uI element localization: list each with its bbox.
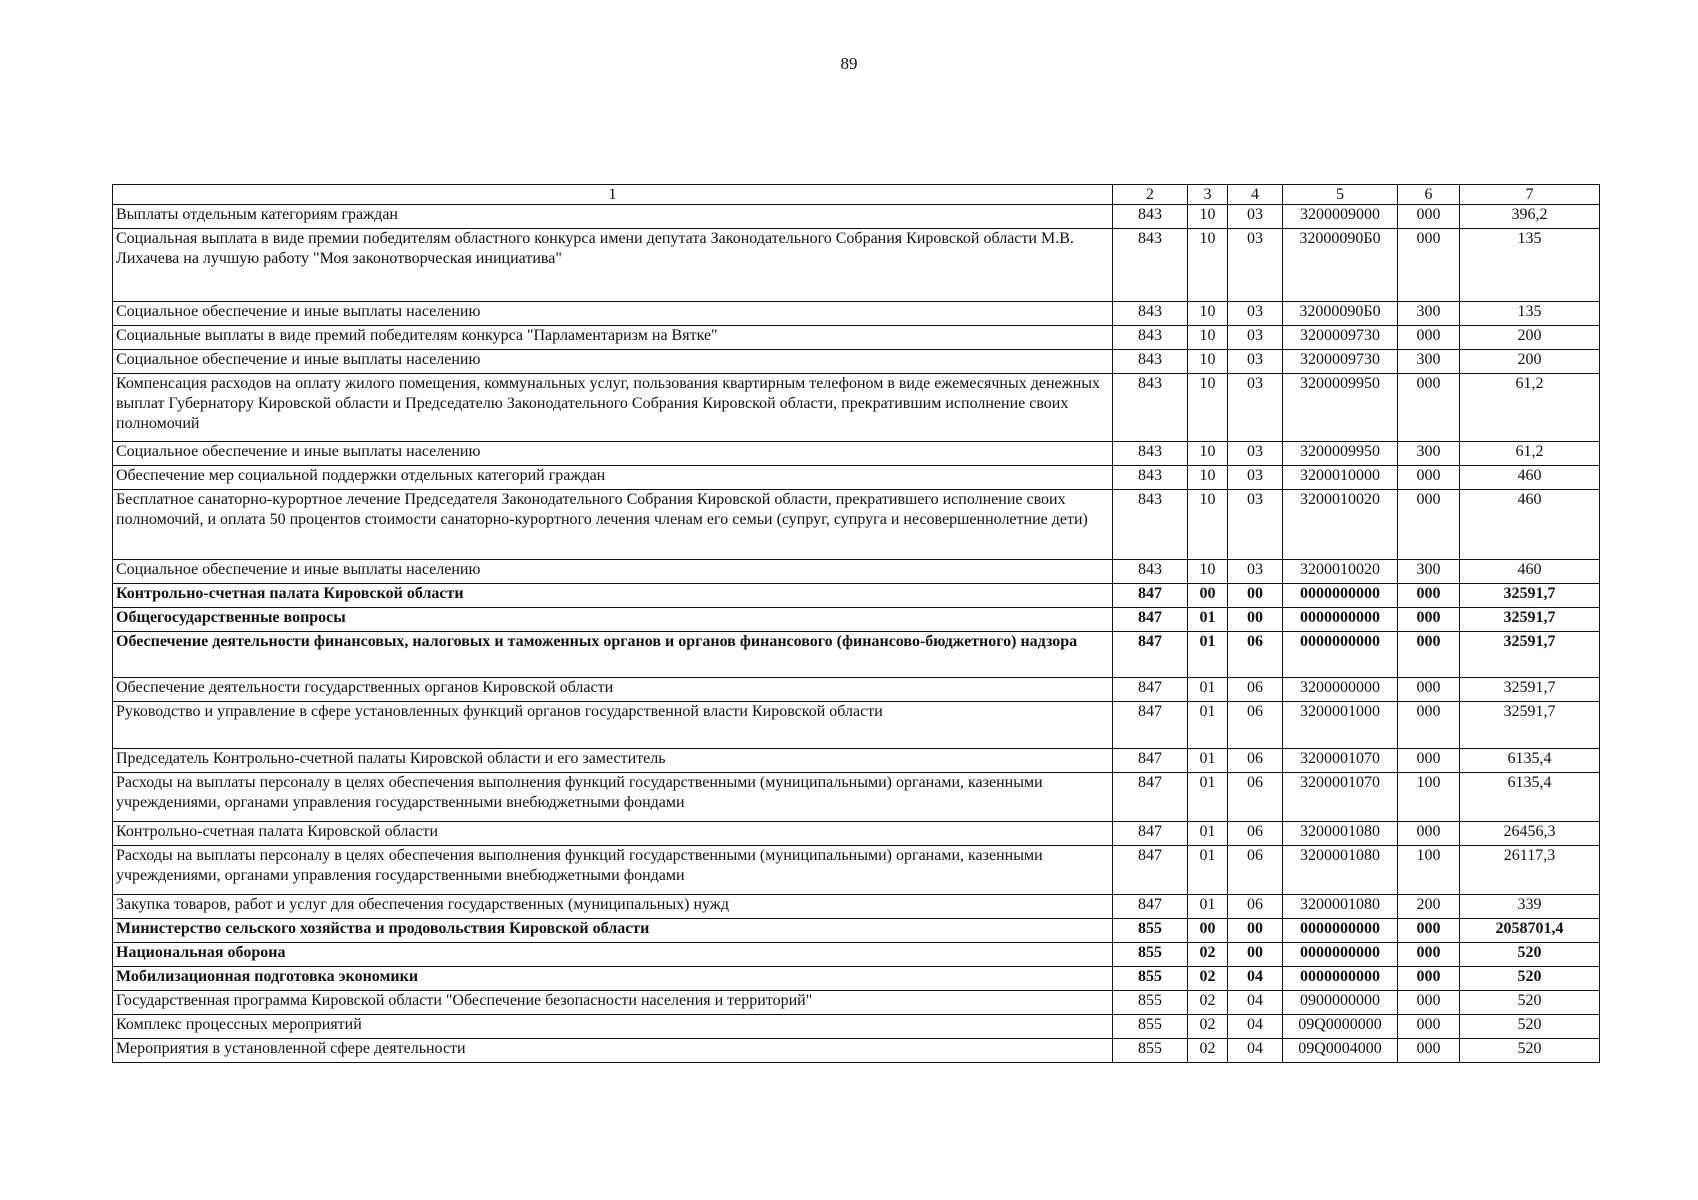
table-header-row xyxy=(113,185,1600,205)
row-section-code: 10 xyxy=(1188,442,1228,466)
row-target-article-code: 0900000000 xyxy=(1283,991,1398,1015)
row-description: Руководство и управление в сфере установленных функций органов государственной власти Кировской области xyxy=(113,702,1113,749)
row-admin-code: 843 xyxy=(1113,350,1188,374)
row-expense-type-code: 300 xyxy=(1398,350,1460,374)
row-section-code: 10 xyxy=(1188,302,1228,326)
table-row xyxy=(113,632,1600,678)
row-expense-type-code: 200 xyxy=(1398,895,1460,919)
row-expense-type-code: 000 xyxy=(1398,326,1460,350)
row-target-article-code: 3200001080 xyxy=(1283,822,1398,846)
row-target-article-code: 3200010020 xyxy=(1283,560,1398,584)
row-expense-type-code: 000 xyxy=(1398,584,1460,608)
row-amount: 520 xyxy=(1460,991,1600,1015)
row-section-code: 10 xyxy=(1188,326,1228,350)
row-description: Компенсация расходов на оплату жилого помещения, коммунальных услуг, пользования квартирным телефоном в виде ежемесячных денежных выплат Губернатору Кировской области и Председателю Законодательного Собрания Кировской области, прекратившим исполнение своих полномочий xyxy=(113,374,1113,442)
row-description: Мобилизационная подготовка экономики xyxy=(113,967,1113,991)
row-amount: 26117,3 xyxy=(1460,846,1600,895)
row-target-article-code: 3200009000 xyxy=(1283,205,1398,229)
row-subsection-code: 03 xyxy=(1228,326,1283,350)
row-target-article-code: 3200009950 xyxy=(1283,442,1398,466)
row-admin-code: 847 xyxy=(1113,822,1188,846)
row-admin-code: 843 xyxy=(1113,302,1188,326)
row-subsection-code: 06 xyxy=(1228,895,1283,919)
row-section-code: 10 xyxy=(1188,560,1228,584)
row-description: Обеспечение деятельности финансовых, налоговых и таможенных органов и органов финансового (финансово-бюджетного) надзора xyxy=(113,632,1113,678)
row-target-article-code: 0000000000 xyxy=(1283,584,1398,608)
row-description: Председатель Контрольно-счетной палаты Кировской области и его заместитель xyxy=(113,749,1113,773)
row-target-article-code: 3200001070 xyxy=(1283,773,1398,822)
row-subsection-code: 03 xyxy=(1228,466,1283,490)
table-row xyxy=(113,608,1600,632)
row-expense-type-code: 000 xyxy=(1398,205,1460,229)
row-description: Социальные выплаты в виде премий победителям конкурса "Парламентаризм на Вятке" xyxy=(113,326,1113,350)
row-admin-code: 843 xyxy=(1113,229,1188,302)
row-amount: 26456,3 xyxy=(1460,822,1600,846)
row-admin-code: 855 xyxy=(1113,919,1188,943)
row-expense-type-code: 300 xyxy=(1398,560,1460,584)
row-section-code: 10 xyxy=(1188,466,1228,490)
row-admin-code: 843 xyxy=(1113,374,1188,442)
table-row xyxy=(113,702,1600,749)
row-section-code: 01 xyxy=(1188,608,1228,632)
row-subsection-code: 06 xyxy=(1228,846,1283,895)
row-section-code: 01 xyxy=(1188,749,1228,773)
page-number: 89 xyxy=(840,54,858,73)
row-expense-type-code: 300 xyxy=(1398,302,1460,326)
row-subsection-code: 03 xyxy=(1228,490,1283,560)
row-subsection-code: 00 xyxy=(1228,919,1283,943)
row-admin-code: 843 xyxy=(1113,205,1188,229)
row-amount: 339 xyxy=(1460,895,1600,919)
row-target-article-code: 3200009950 xyxy=(1283,374,1398,442)
row-description: Мероприятия в установленной сфере деятельности xyxy=(113,1039,1113,1063)
row-expense-type-code: 300 xyxy=(1398,442,1460,466)
row-expense-type-code: 000 xyxy=(1398,229,1460,302)
row-description: Обеспечение деятельности государственных органов Кировской области xyxy=(113,678,1113,702)
table-row xyxy=(113,822,1600,846)
row-subsection-code: 03 xyxy=(1228,350,1283,374)
row-section-code: 02 xyxy=(1188,991,1228,1015)
table-row xyxy=(113,302,1600,326)
header-cell-3: 3 xyxy=(1188,185,1228,205)
row-admin-code: 847 xyxy=(1113,895,1188,919)
row-admin-code: 855 xyxy=(1113,1039,1188,1063)
row-description: Контрольно-счетная палата Кировской области xyxy=(113,822,1113,846)
row-section-code: 02 xyxy=(1188,943,1228,967)
row-description: Бесплатное санаторно-курортное лечение Председателя Законодательного Собрания Кировской области, прекратившего исполнение своих полномочий, и оплата 50 процентов стоимости санаторно-курортного лечения членам его семьи (супруг, супруга и несовершеннолетние дети) xyxy=(113,490,1113,560)
row-description: Государственная программа Кировской области "Обеспечение безопасности населения и территорий" xyxy=(113,991,1113,1015)
row-section-code: 10 xyxy=(1188,490,1228,560)
row-expense-type-code: 000 xyxy=(1398,919,1460,943)
row-target-article-code: 09Q0004000 xyxy=(1283,1039,1398,1063)
row-section-code: 02 xyxy=(1188,1039,1228,1063)
row-description: Расходы на выплаты персоналу в целях обеспечения выполнения функций государственными (муниципальными) органами, казенными учреждениями, органами управления государственными внебюджетными фондами xyxy=(113,846,1113,895)
row-target-article-code: 0000000000 xyxy=(1283,919,1398,943)
row-amount: 460 xyxy=(1460,490,1600,560)
table-row xyxy=(113,1015,1600,1039)
header-cell-6: 6 xyxy=(1398,185,1460,205)
table-row xyxy=(113,326,1600,350)
row-description: Контрольно-счетная палата Кировской области xyxy=(113,584,1113,608)
row-amount: 520 xyxy=(1460,1015,1600,1039)
row-description: Социальная выплата в виде премии победителям областного конкурса имени депутата Законодательного Собрания Кировской области М.В. Лихачева на лучшую работу "Моя законотворческая инициатива" xyxy=(113,229,1113,302)
row-section-code: 01 xyxy=(1188,822,1228,846)
row-subsection-code: 04 xyxy=(1228,1015,1283,1039)
row-section-code: 00 xyxy=(1188,584,1228,608)
row-amount: 6135,4 xyxy=(1460,773,1600,822)
row-expense-type-code: 000 xyxy=(1398,608,1460,632)
row-admin-code: 855 xyxy=(1113,1015,1188,1039)
row-admin-code: 855 xyxy=(1113,991,1188,1015)
table-row xyxy=(113,991,1600,1015)
table-row xyxy=(113,205,1600,229)
row-amount: 32591,7 xyxy=(1460,678,1600,702)
row-description: Обеспечение мер социальной поддержки отдельных категорий граждан xyxy=(113,466,1113,490)
row-amount: 61,2 xyxy=(1460,442,1600,466)
row-expense-type-code: 000 xyxy=(1398,490,1460,560)
header-cell-2: 2 xyxy=(1113,185,1188,205)
header-cell-4: 4 xyxy=(1228,185,1283,205)
table-row xyxy=(113,919,1600,943)
row-expense-type-code: 000 xyxy=(1398,991,1460,1015)
row-section-code: 10 xyxy=(1188,229,1228,302)
row-section-code: 01 xyxy=(1188,846,1228,895)
row-section-code: 01 xyxy=(1188,702,1228,749)
row-amount: 200 xyxy=(1460,350,1600,374)
row-target-article-code: 3200001080 xyxy=(1283,895,1398,919)
row-expense-type-code: 000 xyxy=(1398,678,1460,702)
row-amount: 32591,7 xyxy=(1460,702,1600,749)
row-amount: 460 xyxy=(1460,466,1600,490)
header-cell-1: 1 xyxy=(113,185,1113,205)
table-row xyxy=(113,442,1600,466)
table-row xyxy=(113,560,1600,584)
row-subsection-code: 04 xyxy=(1228,967,1283,991)
row-subsection-code: 06 xyxy=(1228,632,1283,678)
table-row xyxy=(113,466,1600,490)
row-subsection-code: 03 xyxy=(1228,374,1283,442)
row-target-article-code: 0000000000 xyxy=(1283,632,1398,678)
table-row xyxy=(113,773,1600,822)
row-expense-type-code: 000 xyxy=(1398,1015,1460,1039)
row-expense-type-code: 000 xyxy=(1398,822,1460,846)
row-admin-code: 847 xyxy=(1113,749,1188,773)
row-description: Социальное обеспечение и иные выплаты населению xyxy=(113,442,1113,466)
row-amount: 520 xyxy=(1460,943,1600,967)
row-amount: 32591,7 xyxy=(1460,584,1600,608)
row-amount: 135 xyxy=(1460,229,1600,302)
row-section-code: 10 xyxy=(1188,205,1228,229)
row-section-code: 01 xyxy=(1188,632,1228,678)
row-target-article-code: 32000090Б0 xyxy=(1283,229,1398,302)
row-target-article-code: 32000090Б0 xyxy=(1283,302,1398,326)
row-subsection-code: 03 xyxy=(1228,302,1283,326)
row-amount: 135 xyxy=(1460,302,1600,326)
header-cell-7: 7 xyxy=(1460,185,1600,205)
row-admin-code: 843 xyxy=(1113,490,1188,560)
row-expense-type-code: 000 xyxy=(1398,1039,1460,1063)
row-expense-type-code: 000 xyxy=(1398,466,1460,490)
row-description: Комплекс процессных мероприятий xyxy=(113,1015,1113,1039)
row-section-code: 01 xyxy=(1188,895,1228,919)
table-row xyxy=(113,749,1600,773)
header-cell-5: 5 xyxy=(1283,185,1398,205)
row-description: Расходы на выплаты персоналу в целях обеспечения выполнения функций государственными (муниципальными) органами, казенными учреждениями, органами управления государственными внебюджетными фондами xyxy=(113,773,1113,822)
row-section-code: 01 xyxy=(1188,773,1228,822)
row-admin-code: 843 xyxy=(1113,560,1188,584)
row-target-article-code: 0000000000 xyxy=(1283,608,1398,632)
row-target-article-code: 3200001070 xyxy=(1283,749,1398,773)
table-row xyxy=(113,584,1600,608)
row-admin-code: 847 xyxy=(1113,678,1188,702)
row-description: Министерство сельского хозяйства и продовольствия Кировской области xyxy=(113,919,1113,943)
budget-table xyxy=(112,184,1600,1063)
row-expense-type-code: 000 xyxy=(1398,632,1460,678)
row-amount: 32591,7 xyxy=(1460,632,1600,678)
row-subsection-code: 04 xyxy=(1228,991,1283,1015)
row-admin-code: 843 xyxy=(1113,326,1188,350)
row-admin-code: 855 xyxy=(1113,943,1188,967)
row-subsection-code: 06 xyxy=(1228,773,1283,822)
row-expense-type-code: 100 xyxy=(1398,773,1460,822)
row-description: Социальное обеспечение и иные выплаты населению xyxy=(113,302,1113,326)
table-row xyxy=(113,678,1600,702)
table-row xyxy=(113,967,1600,991)
row-amount: 520 xyxy=(1460,1039,1600,1063)
row-admin-code: 847 xyxy=(1113,702,1188,749)
row-target-article-code: 3200001080 xyxy=(1283,846,1398,895)
table-row xyxy=(113,374,1600,442)
table-row xyxy=(113,1039,1600,1063)
row-description: Социальное обеспечение и иные выплаты населению xyxy=(113,560,1113,584)
row-admin-code: 847 xyxy=(1113,632,1188,678)
row-amount: 460 xyxy=(1460,560,1600,584)
row-admin-code: 847 xyxy=(1113,773,1188,822)
row-amount: 520 xyxy=(1460,967,1600,991)
row-admin-code: 847 xyxy=(1113,584,1188,608)
row-section-code: 01 xyxy=(1188,678,1228,702)
row-amount: 200 xyxy=(1460,326,1600,350)
row-subsection-code: 04 xyxy=(1228,1039,1283,1063)
row-target-article-code: 3200010000 xyxy=(1283,466,1398,490)
row-subsection-code: 06 xyxy=(1228,678,1283,702)
row-target-article-code: 3200001000 xyxy=(1283,702,1398,749)
row-subsection-code: 06 xyxy=(1228,822,1283,846)
row-description: Закупка товаров, работ и услуг для обеспечения государственных (муниципальных) нужд xyxy=(113,895,1113,919)
row-section-code: 00 xyxy=(1188,919,1228,943)
row-admin-code: 843 xyxy=(1113,466,1188,490)
row-amount: 32591,7 xyxy=(1460,608,1600,632)
row-target-article-code: 3200010020 xyxy=(1283,490,1398,560)
row-subsection-code: 06 xyxy=(1228,702,1283,749)
row-description: Общегосударственные вопросы xyxy=(113,608,1113,632)
row-expense-type-code: 000 xyxy=(1398,749,1460,773)
row-subsection-code: 03 xyxy=(1228,229,1283,302)
row-section-code: 02 xyxy=(1188,967,1228,991)
row-expense-type-code: 000 xyxy=(1398,943,1460,967)
row-subsection-code: 00 xyxy=(1228,584,1283,608)
table-row xyxy=(113,943,1600,967)
row-subsection-code: 00 xyxy=(1228,943,1283,967)
row-target-article-code: 3200009730 xyxy=(1283,326,1398,350)
row-section-code: 10 xyxy=(1188,374,1228,442)
row-admin-code: 847 xyxy=(1113,608,1188,632)
row-amount: 396,2 xyxy=(1460,205,1600,229)
row-expense-type-code: 000 xyxy=(1398,374,1460,442)
row-target-article-code: 3200009730 xyxy=(1283,350,1398,374)
table-row xyxy=(113,846,1600,895)
row-subsection-code: 00 xyxy=(1228,608,1283,632)
row-subsection-code: 06 xyxy=(1228,749,1283,773)
row-amount: 2058701,4 xyxy=(1460,919,1600,943)
row-description: Выплаты отдельным категориям граждан xyxy=(113,205,1113,229)
table-row xyxy=(113,229,1600,302)
row-subsection-code: 03 xyxy=(1228,560,1283,584)
row-subsection-code: 03 xyxy=(1228,442,1283,466)
row-target-article-code: 0000000000 xyxy=(1283,967,1398,991)
row-expense-type-code: 100 xyxy=(1398,846,1460,895)
row-amount: 6135,4 xyxy=(1460,749,1600,773)
row-amount: 61,2 xyxy=(1460,374,1600,442)
table-row xyxy=(113,895,1600,919)
row-section-code: 10 xyxy=(1188,350,1228,374)
table-row xyxy=(113,350,1600,374)
row-description: Национальная оборона xyxy=(113,943,1113,967)
row-admin-code: 855 xyxy=(1113,967,1188,991)
row-description: Социальное обеспечение и иные выплаты населению xyxy=(113,350,1113,374)
row-target-article-code: 0000000000 xyxy=(1283,943,1398,967)
row-section-code: 02 xyxy=(1188,1015,1228,1039)
table-row xyxy=(113,490,1600,560)
row-target-article-code: 09Q0000000 xyxy=(1283,1015,1398,1039)
row-expense-type-code: 000 xyxy=(1398,702,1460,749)
row-admin-code: 843 xyxy=(1113,442,1188,466)
row-target-article-code: 3200000000 xyxy=(1283,678,1398,702)
row-expense-type-code: 000 xyxy=(1398,967,1460,991)
row-admin-code: 847 xyxy=(1113,846,1188,895)
row-subsection-code: 03 xyxy=(1228,205,1283,229)
